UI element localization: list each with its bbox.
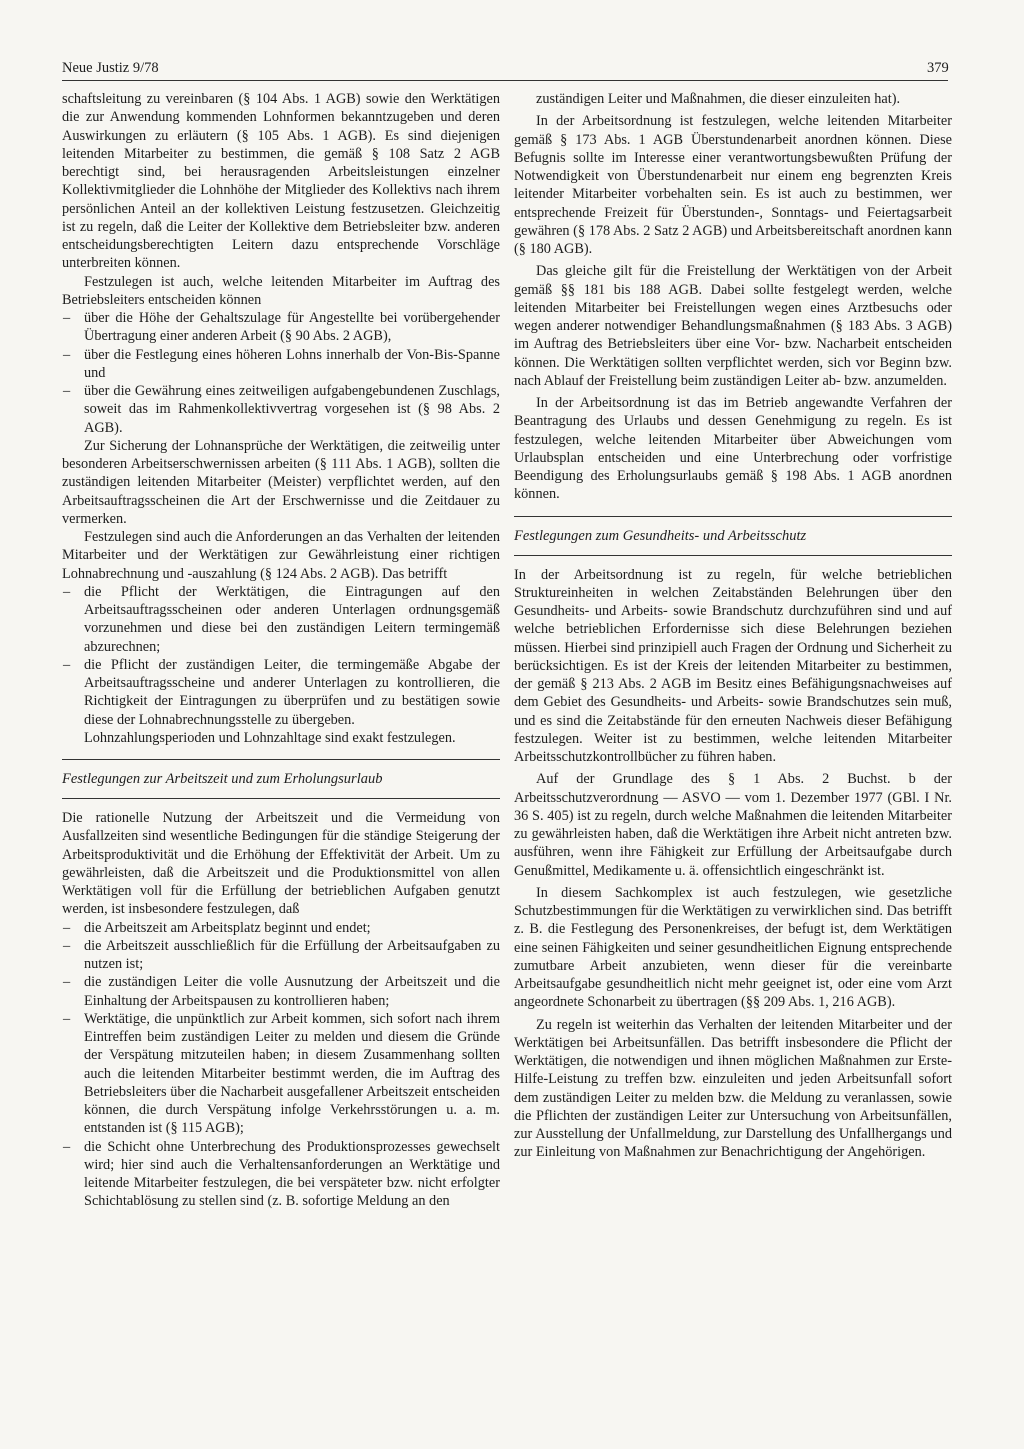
list-item: – die Pflicht der Werktätigen, die Eintragungen auf den Arbeitsauftragsscheinen oder anderen Unterlagen ordnungsgemäß vorzunehmen und diese bei den zuständigen Leitern termingemäß abzurechnen;	[62, 583, 500, 656]
list-item: – die Arbeitszeit ausschließlich für die Erfüllung der Arbeitsaufgaben zu nutzen ist;	[62, 937, 500, 974]
paragraph: Auf der Grundlage des § 1 Abs. 2 Buchst. b der Arbeitsschutzverordnung — ASVO — vom 1. Dezember 1977 (GBl. I Nr. 36 S. 405) ist zu regeln, durch welche Maßnahmen die leitenden Mitarbeiter zu gewährleisten haben, daß die Werktätigen ihre Arbeit nicht antreten bzw. ausführen, wenn ihre Fähigkeit zur Erfüllung der Arbeitsaufgabe durch Genußmittel, Medikamente u. ä. offensichtlich eingeschränkt ist.	[514, 771, 952, 879]
section-heading-block	[514, 516, 952, 556]
list-item: – die Pflicht der zuständigen Leiter, die termingemäße Abgabe der Arbeitsauftragsscheine und anderer Unterlagen zu kontrollieren, die Richtigkeit der Eintragungen zu überprüfen und zu bestätigen sowie diese der Lohnabrechnungsstelle zu übergeben.	[62, 656, 500, 729]
list-item: – über die Festlegung eines höheren Lohns innerhalb der Von-Bis-Spanne und	[62, 346, 500, 383]
list-item: – über die Höhe der Gehaltszulage für Angestellte bei vorübergehender Übertragung einer anderen Arbeit (§ 90 Abs. 2 AGB),	[62, 309, 500, 346]
dash-list	[62, 309, 500, 437]
paragraph: schaftsleitung zu vereinbaren (§ 104 Abs. 1 AGB) sowie den Werktätigen die zur Anwendung kommenden Lohnformen bekanntzugeben und deren Auswirkungen zu erläutern (§ 105 Abs. 1 AGB). Es sind diejenigen leitenden Mitarbeiter zu bestimmen, die gemäß § 108 Satz 2 AGB berechtigt sind, bei herausragenden Arbeitsleistungen einzelner Kollektivmitglieder die Lohnhöhe der Mitglieder des Kollektivs nach ihrem persönlichen Anteil an der kollektiven Leistung festzusetzen. Gleichzeitig ist zu regeln, daß die Leiter der Kollektive dem Betriebsleiter bzw. anderen entscheidungsberechtigten Leitern dazu entsprechende Vorschläge unterbreiten können.	[62, 91, 500, 272]
dash-list	[62, 919, 500, 1211]
section-rule-bottom	[62, 798, 500, 799]
paragraph: Festzulegen sind auch die Anforderungen an das Verhalten der leitenden Mitarbeiter und der Werktätigen zur Gewährleistung einer richtigen Lohnabrechnung und -auszahlung (§ 124 Abs. 2 AGB). Das betrifft	[62, 529, 500, 582]
paragraph: Die rationelle Nutzung der Arbeitszeit und die Vermeidung von Ausfallzeiten sind wesentliche Bedingungen für die ständige Steigerung der Arbeitsproduktivität und die Erhöhung der Effektivität der Arbeit. Um zu gewährleisten, daß die Arbeitszeit und die Produktionsmittel von allen Werktätigen voll für die Erfüllung der betrieblichen Aufgaben genutzt werden, ist insbesondere festzulegen, daß	[62, 810, 500, 918]
paragraph: In der Arbeitsordnung ist festzulegen, welche leitenden Mitarbeiter gemäß § 173 Abs. 1 AGB Überstundenarbeit anordnen können. Diese Befugnis sollte im Interesse einer verantwortungsbewußten Prüfung der Notwendigkeit von Überstundenarbeit nur einem eng begrenzten Kreis leitender Mitarbeiter vorbehalten sein. Es ist auch zu bestimmen, wer entsprechende Freizeit für Überstunden-, Sonntags- und Feiertagsarbeit gewähren (§ 178 Abs. 2 Satz 2 AGB) und Arbeitsbereitschaft anordnen kann (§ 180 AGB).	[514, 113, 952, 257]
paragraph: In diesem Sachkomplex ist auch festzulegen, wie gesetzliche Schutzbestimmungen für die Werktätigen zu verwirklichen sind. Das betrifft z. B. die Festlegung des Personenkreises, der befugt ist, dem Werktätigen eine seinen Fähigkeiten und seiner gesundheitlichen Eignung entsprechende zumutbare Arbeit anzubieten, wenn dieser für die vereinbarte Arbeitsaufgabe gesundheitlich nicht mehr geeignet ist, oder eine vom Arzt angeordnete Schonarbeit zu übertragen (§§ 209 Abs. 1, 216 AGB).	[514, 884, 952, 1011]
paragraph: zuständigen Leiter und Maßnahmen, die dieser einzuleiten hat).	[536, 91, 901, 107]
journal-title: Neue Justiz 9/78	[62, 60, 159, 76]
section-heading: Festlegungen zum Gesundheits- und Arbeitsschutz	[514, 527, 807, 544]
paragraph: In der Arbeitsordnung ist zu regeln, für welche betrieblichen Struktureinheiten in welchen Zeitabständen Belehrungen über den Gesundheits- und Arbeits- sowie Brandschutz durchzuführen sind und auf welche betrieblichen Erfordernisse sich diese Belehrungen beziehen müssen. Hierbei sind prinzipiell auch Fragen der Ordnung und Sicherheit zu berücksichtigen. Es ist der Kreis der leitenden Mitarbeiter zu bestimmen, der gemäß § 213 Abs. 2 AGB im Besitz eines Befähigungsnachweises auf dem Gebiet des Gesundheits- und Arbeits- sowie Brandschutzes sein muß, und es sind die Zeitabstände für den erneuten Nachweis dieser Befähigung festzulegen. Weiter ist zu bestimmen, welche leitenden Mitarbeiter Arbeitsschutzkontrollbücher zu führen haben.	[514, 566, 952, 765]
left-column	[62, 90, 500, 1211]
header-divider	[62, 80, 948, 81]
section-heading: Festlegungen zur Arbeitszeit und zum Erholungsurlaub	[62, 771, 383, 787]
paragraph: Zu regeln ist weiterhin das Verhalten der leitenden Mitarbeiter und der Werktätigen bei Arbeitsunfällen. Das betrifft insbesondere die Pflicht der Werktätigen, die notwendigen und ihnen möglichen Maßnahmen zur Erste-Hilfe-Leistung zu treffen bzw. einzuleiten und jeden Arbeitsunfall sofort dem zuständigen Leiter zu melden bzw. die Meldung zu veranlassen, sowie die Pflichten der zuständigen Leiter zur Untersuchung von Arbeitsunfällen, zur Ausstellung der Unfallmeldung, zur Darstellung des Unfallhergangs und zur Einleitung von Maßnahmen zur Benachrichtigung der Angehörigen.	[514, 1016, 952, 1161]
paragraph: Festzulegen ist auch, welche leitenden Mitarbeiter im Auftrag des Betriebsleiters entscheiden können	[62, 273, 500, 308]
list-item: – über die Gewährung eines zeitweiligen aufgabengebundenen Zuschlags, soweit das im Rahmenkollektivvertrag vorgesehen ist (§ 98 Abs. 2 AGB).	[62, 382, 500, 437]
paragraph: Zur Sicherung der Lohnansprüche der Werktätigen, die zeitweilig unter besonderen Arbeitserschwernissen arbeiten (§ 111 Abs. 1 AGB), sollten die zuständigen leitenden Mitarbeiter (Meister) verpflichtet werden, auf den Arbeitsauftragsscheinen die Art der Erschwernisse und die Zeitdauer zu vermerken.	[62, 437, 500, 527]
right-column	[514, 90, 952, 1162]
paragraph: Lohnzahlungsperioden und Lohnzahltage sind exakt festzulegen.	[84, 729, 456, 746]
list-item: – die zuständigen Leiter die volle Ausnutzung der Arbeitszeit und die Einhaltung der Arbeitspausen zu kontrollieren haben;	[62, 973, 500, 1010]
paragraph: In der Arbeitsordnung ist das im Betrieb angewandte Verfahren der Beantragung des Urlaubs und dessen Genehmigung zu regeln. Es ist festzulegen, welche leitenden Mitarbeiter über Abweichungen vom Urlaubsplan entscheiden und eine Unterbrechung oder vorfristige Beendigung des Erholungsurlaubs gemäß § 198 Abs. 1 AGB anordnen können.	[514, 395, 952, 503]
page-number: 379	[927, 60, 949, 76]
section-rule-bottom	[514, 555, 952, 556]
section-heading-block	[62, 759, 500, 799]
list-item: – die Schicht ohne Unterbrechung des Produktionsprozesses gewechselt wird; hier sind auch die Verhaltensanforderungen an Werktätige und leitende Mitarbeiter festzulegen, die bei verspäteter bzw. nicht erfolgter Schichtablösung zu stellen sind (z. B. sofortige Meldung an den	[62, 1138, 500, 1211]
dash-list	[62, 583, 500, 729]
paragraph: Das gleiche gilt für die Freistellung der Werktätigen von der Arbeit gemäß §§ 181 bis 188 AGB. Dabei sollte festgelegt werden, welche leitenden Mitarbeiter bei Freistellungen wegen eines Arztbesuchs oder wegen anderer notwendiger Behandlungsmaßnahmen (§ 183 Abs. 3 AGB) im Auftrag des Betriebsleiters über eine Vor- bzw. Nacharbeit entscheiden können. Die Werktätigen sollten verpflichtet werden, sich vor Beginn bzw. nach Ablauf der Freistellung beim zuständigen Leiter ab- bzw. anzumelden.	[514, 263, 952, 389]
list-item: – die Arbeitszeit am Arbeitsplatz beginnt und endet;	[62, 919, 500, 937]
list-item: – Werktätige, die unpünktlich zur Arbeit kommen, sich sofort nach ihrem Eintreffen beim zuständigen Leiter zu melden und diesem die Gründe der Verspätung mitzuteilen haben; in diesem Zusammenhang sollten auch die leitenden Mitarbeiter bestimmt werden, die im Auftrag des Betriebsleiters über die Nacharbeit ausgefallener Arbeitszeit entscheiden können, die durch Verspätung infolge Verkehrsstörungen u. a. m. entstanden ist (§ 115 AGB);	[62, 1010, 500, 1138]
